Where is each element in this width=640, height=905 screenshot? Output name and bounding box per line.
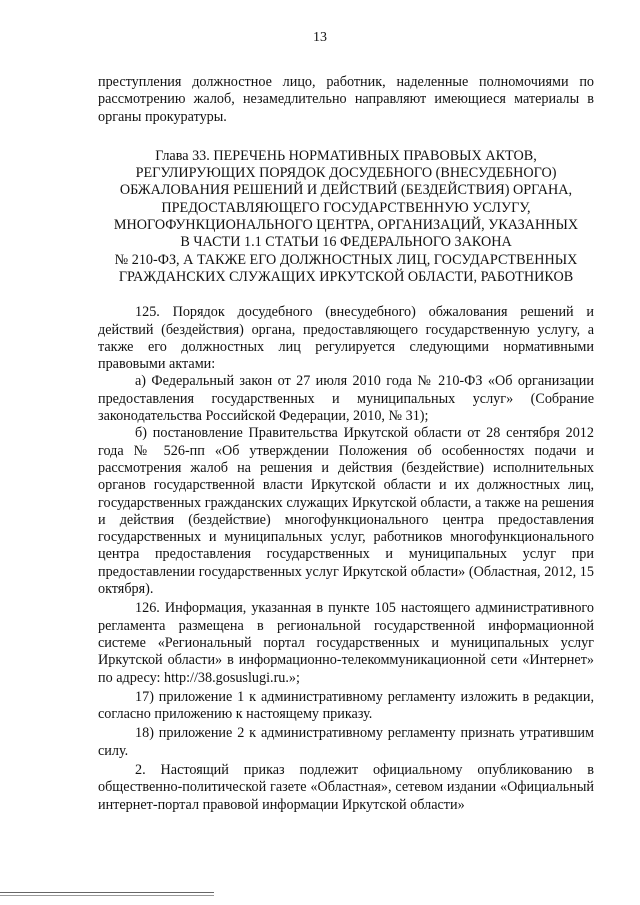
list-item-b: б) постановление Правительства Иркутской области от 28 сентября 2012 года № 526-пп «Об утверждении Положения об особенностях подачи и рассмотрения жалоб на решения и действия (бездействие) исполнительных органов государственной власти Иркутской области и их должностных лиц, государственных гражданских служащих Иркутской области, а также на решения и действия (бездействие) многофункционального центра предоставления государственных и муниципальных услуг, работников многофункционального центра предоставления государственных и муниципальных услуг при предоставлении государственных услуг Иркутской области» (Областная, 2012, 15 октября).	[98, 425, 594, 598]
chapter-heading-line: МНОГОФУНКЦИОНАЛЬНОГО ЦЕНТРА, ОРГАНИЗАЦИЙ, УКАЗАННЫХ	[113, 217, 579, 234]
paragraph-2: 2. Настоящий приказ подлежит официальному опубликованию в общественно-политической газете «Областная», сетевом издании «Официальный интернет-портал правовой информации Иркутской области»	[98, 761, 594, 813]
footer-divider	[0, 892, 214, 893]
chapter-heading-line: ОБЖАЛОВАНИЯ РЕШЕНИЙ И ДЕЙСТВИЙ (БЕЗДЕЙСТВИЯ) ОРГАНА,	[119, 182, 573, 199]
chapter-heading-line: ПРЕДОСТАВЛЯЮЩЕГО ГОСУДАРСТВЕННУЮ УСЛУГУ,	[161, 199, 531, 216]
list-item-a: а) Федеральный закон от 27 июля 2010 года № 210-ФЗ «Об организации предоставления государственных и муниципальных услуг» (Собрание законодательства Российской Федерации, 2010, № 31);	[98, 373, 594, 425]
paragraph-17: 17) приложение 1 к административному регламенту изложить в редакции, согласно приложению к настоящему приказу.	[98, 688, 594, 723]
paragraph-18: 18) приложение 2 к административному регламенту признать утратившим силу.	[98, 725, 594, 759]
page-number: 13	[313, 30, 327, 45]
chapter-heading-line: В ЧАСТИ 1.1 СТАТЬИ 16 ФЕДЕРАЛЬНОГО ЗАКОНА	[180, 234, 512, 251]
chapter-heading	[98, 148, 594, 286]
chapter-heading-line: РЕГУЛИРУЮЩИХ ПОРЯДОК ДОСУДЕБНОГО (ВНЕСУДЕБНОГО)	[135, 165, 557, 182]
document-body	[98, 74, 594, 814]
paragraph-125: 125. Порядок досудебного (внесудебного) обжалования решений и действий (бездействия) органа, предоставляющего государственную услугу, а также его должностных лиц регулируется следующими нормативными правовыми актами:	[98, 304, 594, 373]
chapter-heading-line: № 210-ФЗ, А ТАКЖЕ ЕГО ДОЛЖНОСТНЫХ ЛИЦ, ГОСУДАРСТВЕННЫХ	[114, 251, 578, 268]
paragraph-126: 126. Информация, указанная в пункте 105 настоящего административного регламента размещена в региональной государственной информационной системе «Региональный портал государственных и муниципальных услуг Иркутской области» в информационно-телекоммуникационной сети «Интернет» по адресу: http://38.gosuslugi.ru.»;	[98, 600, 594, 686]
chapter-heading-line: Глава 33. ПЕРЕЧЕНЬ НОРМАТИВНЫХ ПРАВОВЫХ АКТОВ,	[155, 147, 537, 164]
intro-paragraph: преступления должностное лицо, работник, наделенные полномочиями по рассмотрению жалоб, незамедлительно направляют имеющиеся материалы в органы прокуратуры.	[98, 74, 594, 125]
footer-divider	[0, 895, 214, 896]
chapter-heading-line: ГРАЖДАНСКИХ СЛУЖАЩИХ ИРКУТСКОЙ ОБЛАСТИ, РАБОТНИКОВ	[118, 268, 574, 285]
